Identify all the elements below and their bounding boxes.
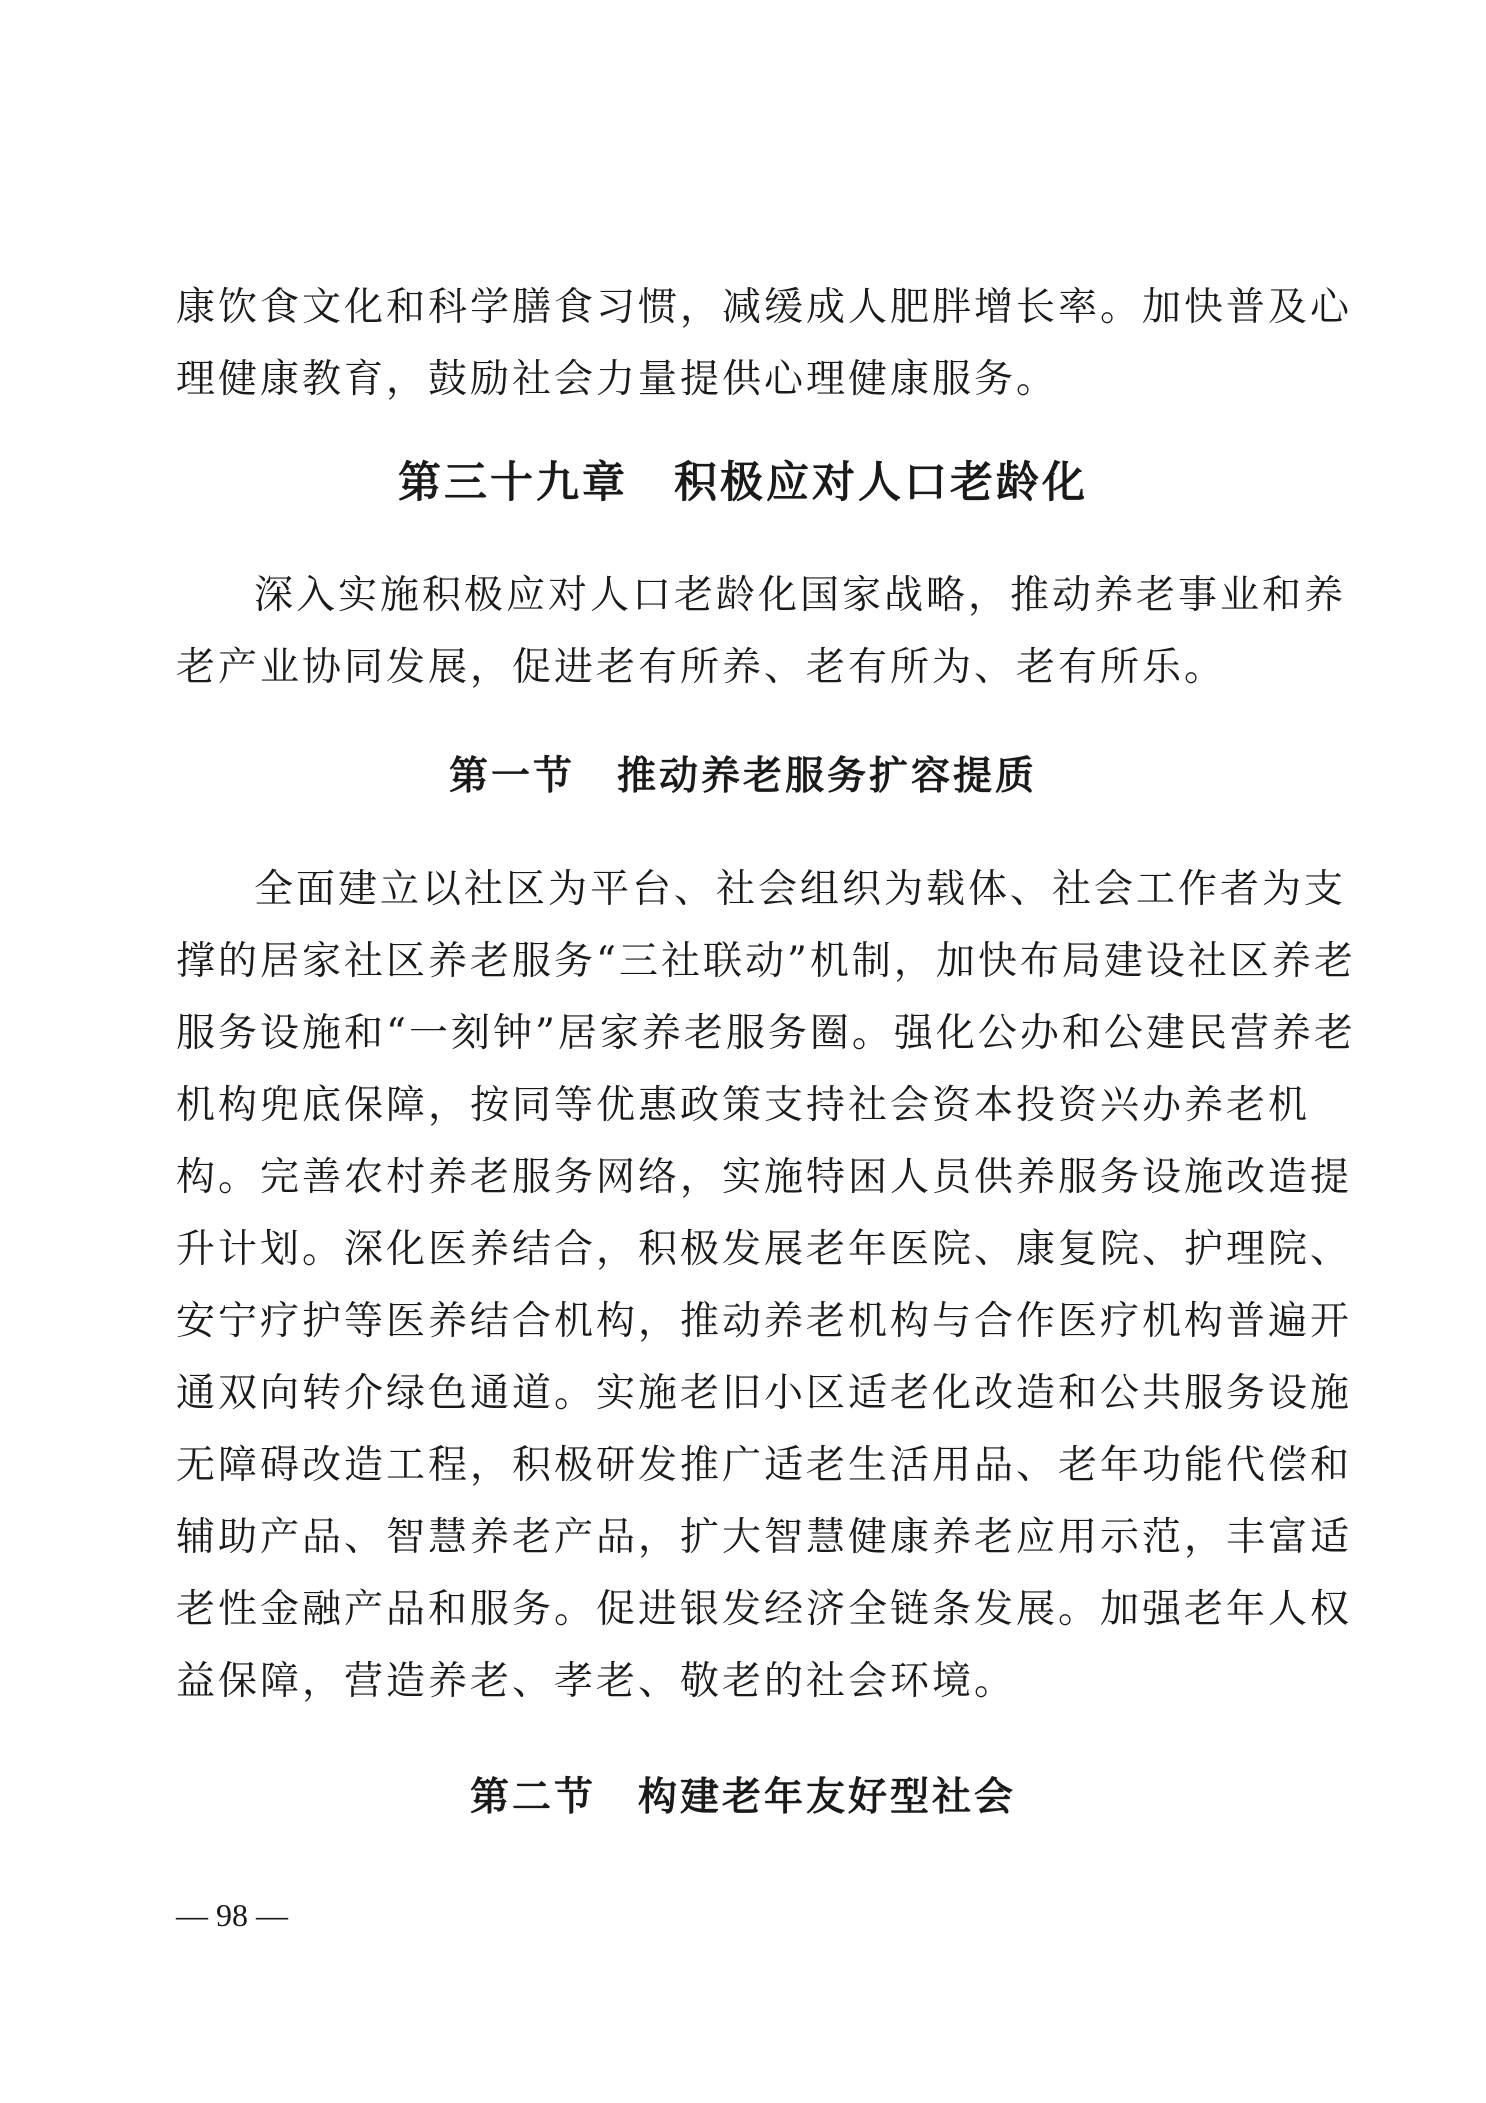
paragraph-line: 撑的居家社区养老服务“三社联动”机制，加快布局建设社区养老 — [176, 939, 1356, 984]
paragraph-line: 理健康教育，鼓励社会力量提供心理健康服务。 — [176, 357, 1059, 402]
chapter-heading: 第三十九章 积极应对人口老龄化 — [398, 458, 1088, 508]
paragraph-line: 通双向转介绿色通道。实施老旧小区适老化改造和公共服务设施 — [176, 1371, 1353, 1416]
paragraph-line: 深入实施积极应对人口老龄化国家战略，推动养老事业和养 — [254, 573, 1347, 618]
paragraph-line: 益保障，营造养老、孝老、敬老的社会环境。 — [176, 1659, 1017, 1704]
paragraph-line: 构。完善农村养老服务网络，实施特困人员供养服务设施改造提 — [176, 1155, 1353, 1200]
section-heading: 第一节 推动养老服务扩容提质 — [448, 753, 1037, 799]
paragraph-line: 全面建立以社区为平台、社会组织为载体、社会工作者为支 — [254, 867, 1347, 912]
paragraph-line: 老产业协同发展，促进老有所养、老有所为、老有所乐。 — [176, 645, 1227, 690]
paragraph-line: 无障碍改造工程，积极研发推广适老生活用品、老年功能代偿和 — [176, 1443, 1353, 1488]
paragraph-line: 康饮食文化和科学膳食习惯，减缓成人肥胖增长率。加快普及心 — [176, 285, 1353, 330]
paragraph-line: 辅助产品、智慧养老产品，扩大智慧健康养老应用示范，丰富适 — [176, 1515, 1353, 1560]
paragraph-line: 安宁疗护等医养结合机构，推动养老机构与合作医疗机构普遍开 — [176, 1299, 1353, 1344]
paragraph-line: 服务设施和“一刻钟”居家养老服务圈。强化公办和公建民营养老 — [176, 1011, 1356, 1056]
paragraph-line: 升计划。深化医养结合，积极发展老年医院、康复院、护理院、 — [176, 1227, 1353, 1272]
paragraph-line: 老性金融产品和服务。促进银发经济全链条发展。加强老年人权 — [176, 1587, 1353, 1632]
paragraph-line: 机构兜底保障，按同等优惠政策支持社会资本投资兴办养老机 — [176, 1083, 1311, 1128]
page-number: — 98 — — [176, 1897, 288, 1933]
section-heading: 第二节 构建老年友好型社会 — [469, 1774, 1016, 1820]
